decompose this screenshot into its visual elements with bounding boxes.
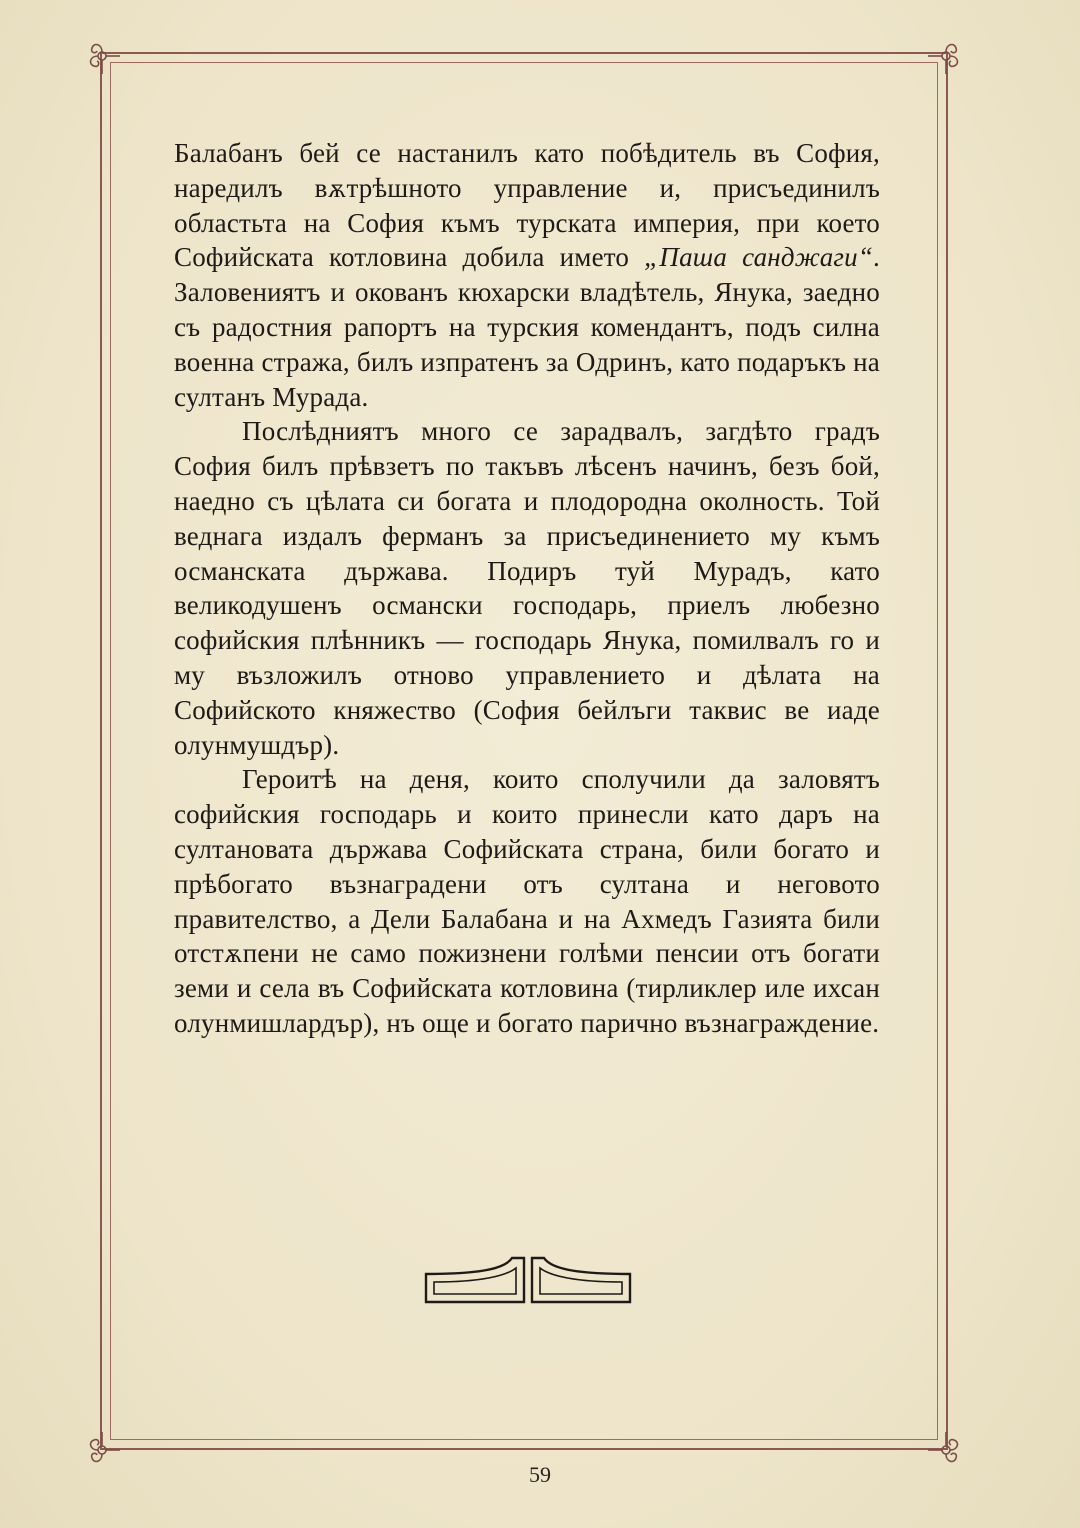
body-text (174, 136, 880, 1041)
corner-flourish-icon (80, 34, 124, 78)
corner-flourish-icon (924, 34, 968, 78)
paragraph-2 (174, 414, 880, 762)
paragraph-1-text-a: Балабанъ бей се настанилъ като побѣдитель въ София, наредилъ вѫтрѣшното управление и, присъединилъ областьта на София къмъ турската империя, при което Софийската котловина добила името (174, 138, 880, 273)
paragraph-3 (174, 762, 880, 1040)
paragraph-2-text: Послѣдниятъ много се зарадвалъ, загдѣто градъ София билъ прѣвзетъ по такъвъ лѣсенъ начинъ, безъ бой, наедно съ цѣлата си богата и плодородна околность. Той веднага издалъ ферманъ за присъединението му къмъ османската държава. Подиръ туй Мурадъ, като великодушенъ османски господарь, приелъ любезно софийския плѣнникъ — господарь Янука, помилвалъ го и му възложилъ отново управлението и дѣлата на Софийското княжество (София бейлъги таквис ве иаде олунмушдър). (174, 416, 880, 760)
paragraph-3-text: Героитѣ на деня, които сполучили да заловятъ софийския господарь и които принесли като даръ на султановата държава Софийската страна, били богато и прѣбогато възнаградени отъ султана и неговото правителство, а Дели Балабана и на Ахмедъ Газията били отстѫпени не само пожизнени голѣми пенсии отъ богати земи и села въ Софийската котловина (тирликлер иле ихсан олунмишлардър), нъ още и богато парично възнаграждение. (174, 764, 880, 1038)
paragraph-1-italic-phrase: „Паша санджаги“ (644, 242, 874, 273)
paragraph-1 (174, 136, 880, 414)
page-number: 59 (529, 1462, 551, 1487)
paragraph-1-text-b: . Заловениятъ и окованъ кюхарски владѣтель, Янука, заедно съ радостния рапортъ на турския комендантъ, подъ силна военна стража, билъ изпратенъ за Одринъ, като подаръкъ на султанъ Мурада. (174, 242, 880, 412)
tailpiece-ornament-icon (424, 1254, 632, 1304)
